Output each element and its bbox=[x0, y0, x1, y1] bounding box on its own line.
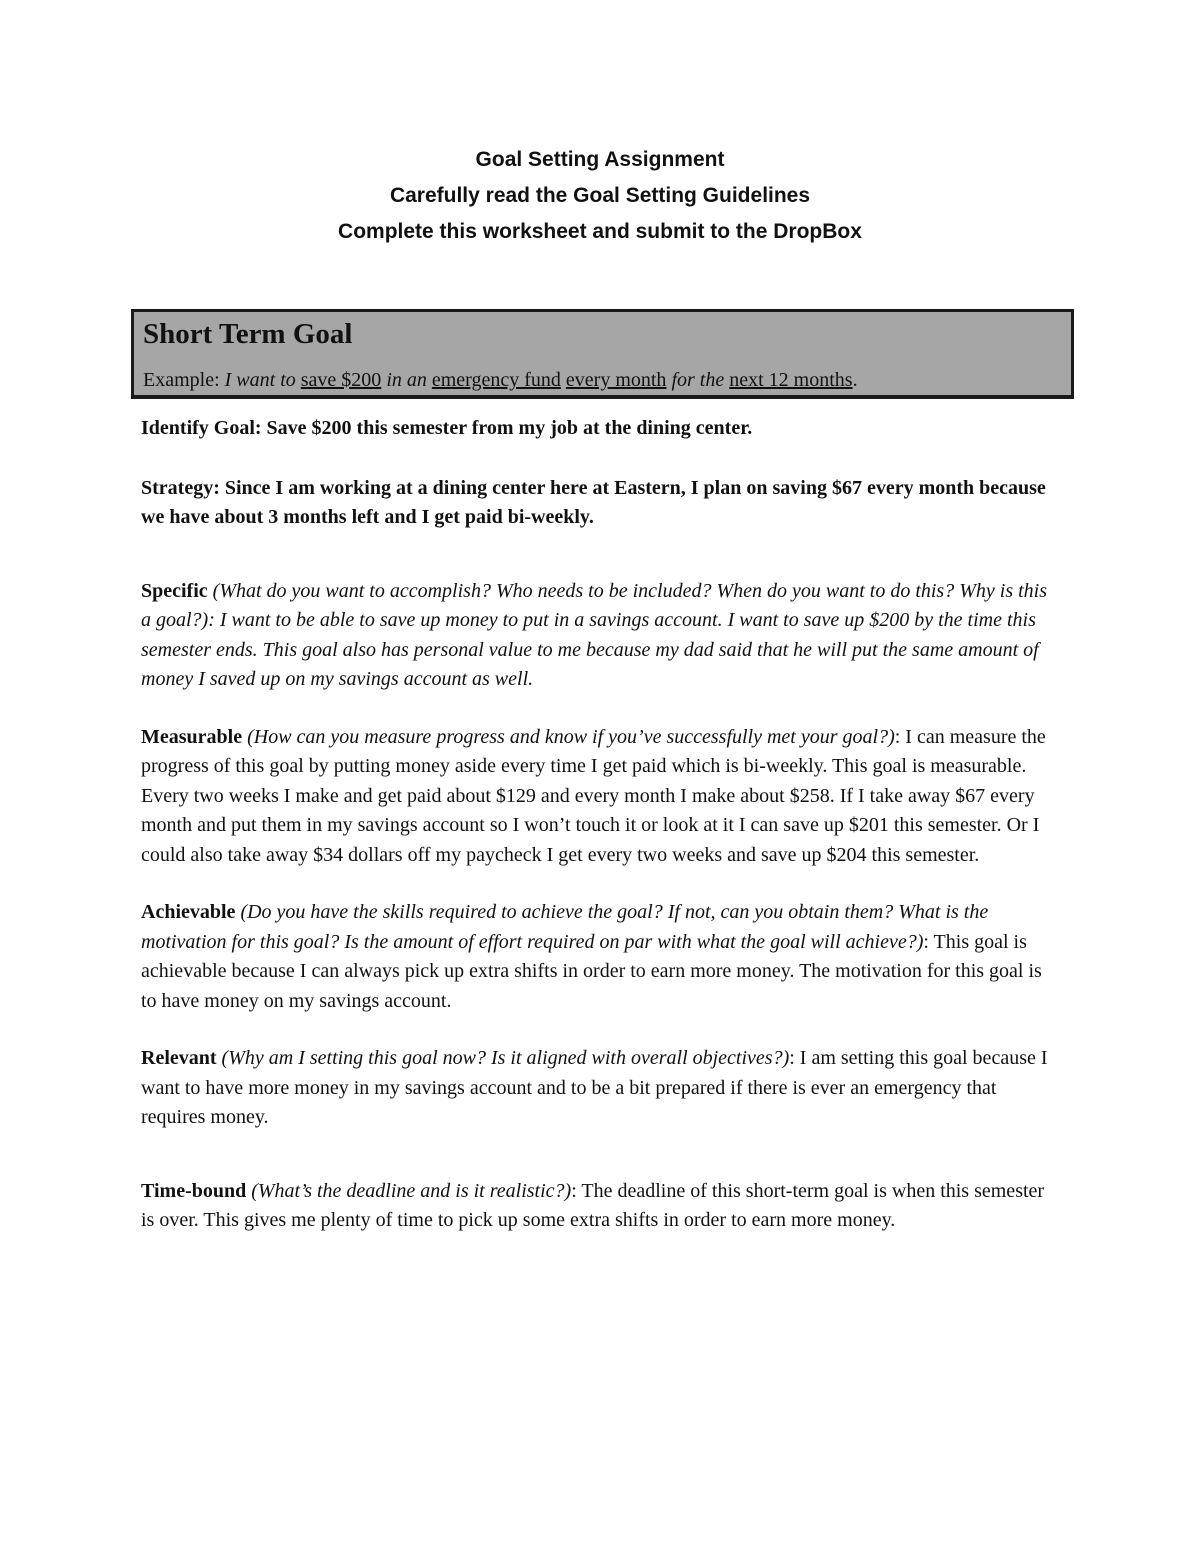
document-header bbox=[0, 142, 1200, 250]
example-part: next 12 months bbox=[729, 369, 853, 391]
worksheet-content bbox=[141, 414, 1061, 1236]
timebound-label: Time-bound bbox=[141, 1179, 247, 1202]
achievable-question: (Do you have the skills required to achieve the goal? If not, can you obtain them? What is the motivation for this goal? Is the amount of effort required on par with what the goal will achieve?) bbox=[141, 901, 989, 953]
short-term-goal-box bbox=[131, 309, 1074, 399]
measurable-label: Measurable bbox=[141, 725, 243, 748]
specific-label: Specific bbox=[141, 579, 208, 602]
example-part: every month bbox=[565, 369, 667, 391]
example-part: I want to bbox=[224, 369, 301, 391]
strategy: Strategy: Since I am working at a dining center here at Eastern, I plan on saving $67 every month because we have about 3 months left and I get paid bi-weekly. bbox=[141, 476, 1046, 528]
timebound-question: (What’s the deadline and is it realistic?) bbox=[246, 1179, 572, 1202]
example-part: . bbox=[852, 369, 858, 391]
example-text bbox=[225, 369, 858, 391]
specific-question: (What do you want to accomplish? Who needs to be included? When do you want to do this? Why is this a goal?) bbox=[141, 579, 1047, 631]
instruction-line-1: Carefully read the Goal Setting Guidelines bbox=[389, 184, 811, 207]
achievable-label: Achievable bbox=[141, 901, 236, 923]
achievable-answer: : This goal is achievable because I can always pick up extra shifts in order to earn more money. The motivation for this goal is to have money on my savings account. bbox=[141, 930, 1042, 1012]
example-part: emergency fund bbox=[431, 369, 561, 391]
measurable-question: (How can you measure progress and know if you’ve successfully met your goal?) bbox=[242, 725, 895, 748]
specific-answer: : I want to be able to save up money to put in a savings account. I want to save up $200 by the time this semester ends. This goal also has personal value to me because my dad said that he will put the same amount of money I saved up on my savings account as well. bbox=[141, 609, 1039, 690]
measurable-answer: : I can measure the progress of this goal by putting money aside every time I get paid which is bi-weekly. This goal is measurable. Every two weeks I make and get paid about $129 and every month I make about $258. If I take away $67 every month and put them in my savings account so I won’t touch it or look at it I can save up $201 this semester. Or I could also take away $34 dollars off my paycheck I get every two weeks and save up $204 this semester. bbox=[141, 725, 1046, 866]
example-part: for the bbox=[666, 369, 730, 391]
example-part: in an bbox=[381, 369, 432, 391]
timebound-section bbox=[141, 1177, 1061, 1236]
achievable-section bbox=[141, 898, 1061, 1016]
specific-section bbox=[141, 577, 1061, 695]
goal-example bbox=[143, 369, 858, 392]
timebound-answer: : The deadline of this short-term goal is when this semester is over. This gives me plenty of time to pick up some extra shifts in order to earn more money. bbox=[141, 1179, 1045, 1231]
identify-goal: Identify Goal: Save $200 this semester from my job at the dining center. bbox=[141, 417, 753, 439]
assignment-title: Goal Setting Assignment bbox=[475, 148, 725, 171]
relevant-section bbox=[141, 1044, 1061, 1133]
example-part: save $200 bbox=[300, 369, 382, 391]
measurable-section bbox=[141, 723, 1061, 871]
relevant-answer: : I am setting this goal because I want to have more money in my savings account and to be a bit prepared if there is ever an emergency that requires money. bbox=[141, 1047, 1048, 1128]
example-label: Example: bbox=[143, 369, 225, 391]
instruction-line-2: Complete this worksheet and submit to the DropBox bbox=[338, 220, 862, 243]
relevant-label: Relevant bbox=[141, 1047, 217, 1069]
goal-box-title: Short Term Goal bbox=[143, 318, 353, 350]
relevant-question: (Why am I setting this goal now? Is it aligned with overall objectives?) bbox=[216, 1047, 790, 1069]
